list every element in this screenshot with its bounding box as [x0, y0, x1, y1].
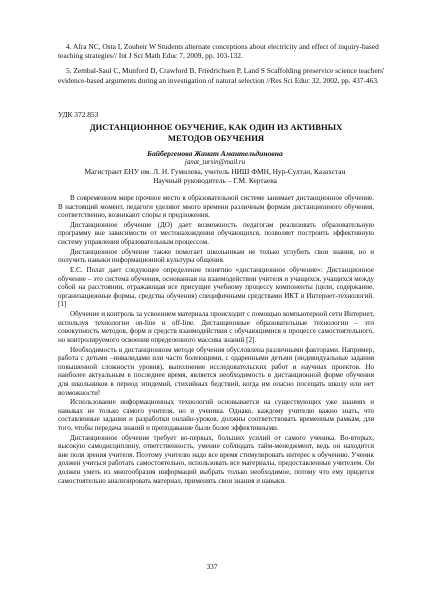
page-number: 337: [206, 562, 218, 571]
author-email: janat_tursin@mail.ru: [184, 159, 246, 166]
body-paragraph: Е.С. Полат дает следующее определение понятию «дистанционное обучение»: Дистанционное обучение – это система обучения, основанная на взаимодействии учителя и учащихся, учащихся между собой на расстоянии, отражающая все присущие учебному процессу компоненты (цели, содержание, организационные формы, средства обучения) специфичными средствами ИКТ и Интернет-технологий. [1]: [58, 266, 374, 309]
body-paragraph: Дистанционное обучение также помогает школьникам не только углубить свои знания, но и получить навыки информационной культуры общения.: [58, 247, 374, 265]
scientific-supervisor: Научный руководитель – Г.М. Кертаева: [153, 176, 277, 186]
body-paragraph: Дистанционное обучение требует во-первых, больших усилий от самого ученика. Во-вторых, высокую самодисциплину, ответственность, умение соблюдать тайм-менеджмент, ведь он находится вне поля зрения учителя. Поэтому учителю надо все время стимулировать интерес к обучению. Ученик должен учиться работать самостоятельно, использовать все материалы, предоставленные учителем. Он должен уметь из многообразия информаций выбрать только необходимое, потому что ему придется самостоятельно анализировать материал, применять свои знания и навыки.: [58, 433, 374, 485]
article-body: [58, 194, 374, 486]
author-affiliation-block: [58, 167, 372, 186]
reference-item: 4. Afra NC, Osta I, Zouheir W Students alternate conceptions about electricity and effect of inquiry-based teaching strategies// Int J Sci Math Educ 7, 2009, pp. 103-132.: [58, 42, 379, 61]
body-paragraph: Необходимость в дистанционном методе обучения обусловлена различными факторами. Например, работа с детьми –инвалидами или часто болеющими, с одаренными детьми (индивидуальные задания повышенной сложности уровня), выполнение исследовательских работ и научных проектов. Но наиболее актуальным в последнее время, является необходимость в дистанционной форме обучения для школьников в период эпидемий, стихийных бедствий, когда им опасно посещать школу или нет возможности!: [58, 345, 374, 397]
body-paragraph: Дистанционное обучение (ДО) дает возможность педагогам реализовать образовательную программу вне зависимости от местонахождения обучающихся, позволяет построить эффективную систему управления образовательным процессом.: [58, 220, 374, 247]
body-paragraph: В современном мире прочное место в образовательной системе занимает дистанционное обучение. В настоящий момент, педагоги уделяют много времени различным формам дистанционного обучения, соответственно, возникают споры и предложения.: [58, 194, 374, 220]
reference-list: [58, 42, 394, 91]
author-affiliation: Магистрант ЕНУ им. Л. Н. Гумилева, учитель НИШ ФМН, Нур-Султан, Казахстан: [84, 167, 346, 176]
reference-item: 5. Zembal-Saul C, Munford D, Crawford B, Friedrichsen P, Land S Scaffolding preservice science teachers' evidence-based arguments during an investigation of natural selection //Res Sci Educ 32, 2002, pp. 437-463.: [58, 66, 385, 85]
body-paragraph: Обучение и контроль за усвоением материала происходит с помощью компьютерной сети Интернет, используя технологии on-line и off-line. Дистанционные образовательные технологии – это совокупность методов, форм и средств взаимодействия с обучающимися в процессе самостоятельного, но контролируемого освоения определенного массива знаний [2].: [58, 310, 374, 344]
body-paragraph: Использование информационных технологий основывается на существующих уже знаниях и навыках не только самого учителя, но и ученика. Однако, каждому учителю важно знать, что составленные задания и разработки онлайн-уроков, должны соответствовать временным рамкам, для того, чтобы передача знаний и преподавание были более эффективными.: [58, 398, 374, 432]
author-name: Байбергенова Жанат Амантельдиновна: [147, 149, 283, 158]
udc-code: УДК 372.853: [58, 110, 99, 119]
article-title: ДИСТАНЦИОННОЕ ОБУЧЕНИЕ, КАК ОДИН ИЗ АКТИВНЫХ МЕТОДОВ ОБУЧЕНИЯ: [89, 122, 343, 143]
